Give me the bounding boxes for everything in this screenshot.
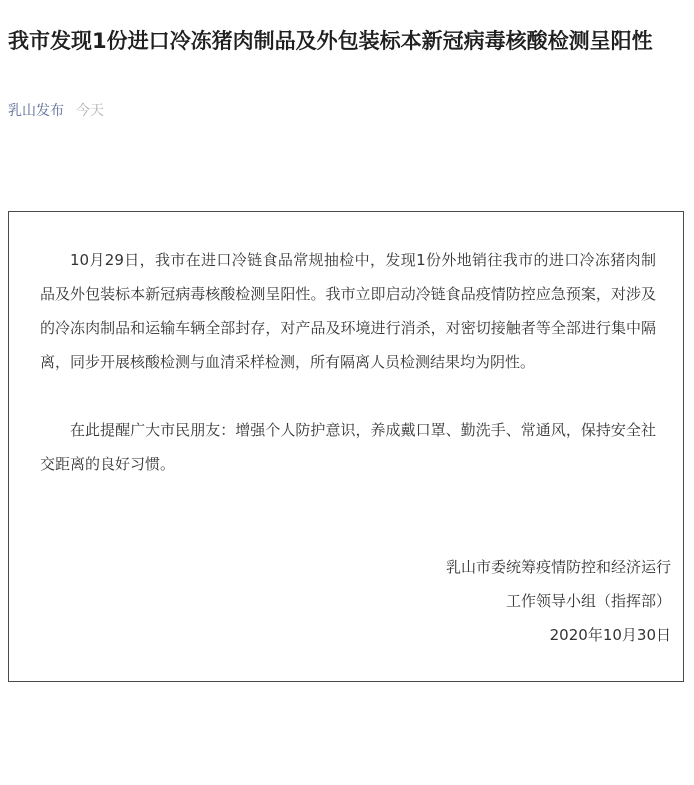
signature-org-line2: 工作领导小组（指挥部）	[505, 592, 671, 610]
publish-time: 今天	[76, 103, 104, 119]
notice-paragraph: 在此提醒广大市民朋友：增强个人防护意识，养成戴口罩、勤洗手、常通风，保持安全社交距离的良好习惯。	[40, 421, 656, 473]
notice-image	[8, 211, 684, 682]
article-title: 我市发现1份进口冷冻猪肉制品及外包装标本新冠病毒核酸检测呈阳性	[8, 29, 653, 53]
signature-org-line1: 乳山市委统筹疫情防控和经济运行	[445, 558, 671, 576]
notice-paragraph: 10月29日，我市在进口冷链食品常规抽检中，发现1份外地销往我市的进口冷冻猪肉制品及外包装标本新冠病毒核酸检测呈阳性。我市立即启动冷链食品疫情防控应急预案，对涉及的冷冻肉制品和运输车辆全部封存，对产品及环境进行消杀，对密切接触者等全部进行集中隔离，同步开展核酸检测与血清采样检测，所有隔离人员检测结果均为阴性。	[40, 251, 656, 371]
source-account-link[interactable]: 乳山发布	[8, 103, 64, 119]
signature-date: 2020年10月30日	[549, 626, 671, 644]
article-meta	[8, 101, 104, 121]
